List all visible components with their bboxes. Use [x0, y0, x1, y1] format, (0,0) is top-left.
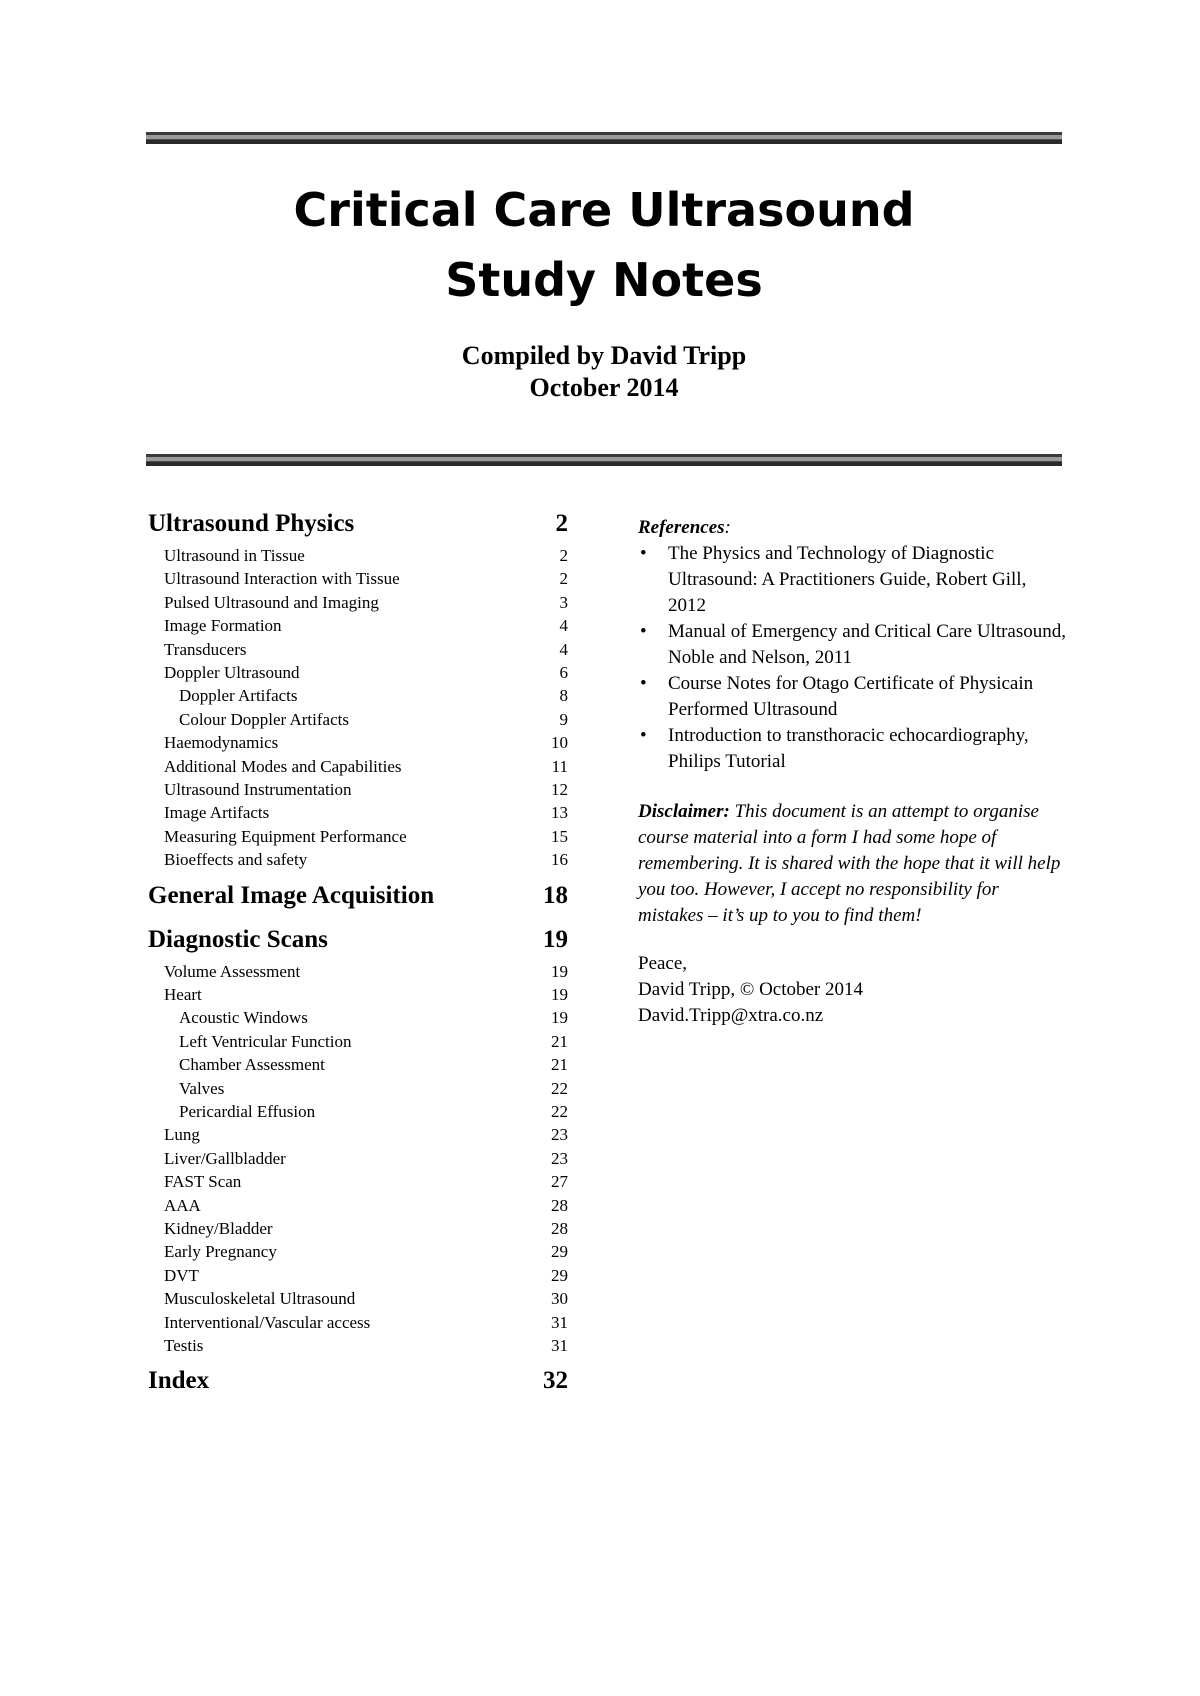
toc-label: Chamber Assessment: [179, 1055, 325, 1075]
toc-label: Ultrasound in Tissue: [164, 546, 305, 565]
toc-page-number: 2: [559, 569, 568, 589]
toc-entry[interactable]: [148, 983, 568, 1006]
toc-subentry[interactable]: [148, 1100, 568, 1123]
toc-entry[interactable]: [148, 1217, 568, 1240]
toc-label: Transducers: [164, 639, 247, 659]
toc-entry[interactable]: [148, 731, 568, 754]
date: October 2014: [529, 373, 679, 402]
toc-subentry[interactable]: [148, 1053, 568, 1076]
signoff-greeting: Peace,: [638, 953, 688, 974]
toc-page-number: 11: [551, 756, 568, 776]
toc-page-number: 8: [559, 686, 568, 706]
toc-page-number: 29: [551, 1265, 568, 1285]
toc-subentry[interactable]: [148, 1077, 568, 1100]
title-line-1: Critical Care Ultrasound: [293, 183, 915, 237]
toc-label: Diagnostic Scans: [148, 925, 328, 953]
title-line-2: Study Notes: [445, 253, 763, 307]
toc-label: Doppler Artifacts: [179, 686, 298, 706]
toc-page-number: 28: [551, 1219, 568, 1238]
bullet-icon: •: [640, 543, 647, 564]
toc-label: Musculoskeletal Ultrasound: [164, 1289, 356, 1309]
toc-label: Doppler Ultrasound: [164, 663, 300, 682]
toc-label: Index: [148, 1367, 210, 1395]
toc-entry[interactable]: [148, 1311, 568, 1334]
toc-entry[interactable]: [148, 567, 568, 590]
toc-page-number: 19: [543, 925, 568, 953]
signoff-email: David.Tripp@xtra.co.nz: [638, 1005, 824, 1026]
toc-page-number: 13: [551, 803, 568, 823]
toc-page-number: 29: [551, 1242, 568, 1262]
reference-text: Introduction to transthoracic echocardiography, Philips Tutorial: [668, 725, 1029, 772]
toc-page-number: 31: [551, 1336, 568, 1355]
top-rule: [146, 132, 1062, 144]
toc-page-number: 2: [555, 510, 568, 537]
disclaimer-text: This document is an attempt to organise course material into a form I had some hope of remembering. It is shared with the hope that it will help you too. However, I accept no responsibility for mistakes – it’s up to you to find them!: [638, 801, 1061, 926]
compiled-by: Compiled by David Tripp: [461, 341, 747, 370]
toc-entry[interactable]: [148, 1170, 568, 1193]
toc-subentry[interactable]: [148, 708, 568, 731]
toc-entry[interactable]: [148, 661, 568, 684]
bottom-rule: [146, 454, 1062, 466]
toc-label: Pericardial Effusion: [179, 1102, 316, 1121]
toc-page-number: 10: [551, 733, 568, 753]
reference-item: [638, 723, 1068, 775]
toc-entry[interactable]: [148, 1147, 568, 1170]
toc-page-number: 2: [559, 546, 568, 565]
references-list: [638, 541, 1068, 775]
reference-text: Course Notes for Otago Certificate of Physicain Performed Ultrasound: [668, 673, 1034, 720]
toc-entry[interactable]: [148, 848, 568, 871]
signoff-author: David Tripp, © October 2014: [638, 979, 864, 1000]
toc-heading[interactable]: [148, 880, 568, 912]
toc-entry[interactable]: [148, 1123, 568, 1146]
toc-label: Lung: [164, 1125, 200, 1145]
toc-page-number: 16: [551, 850, 568, 870]
toc-entry[interactable]: [148, 1264, 568, 1287]
disclaimer-lead: Disclaimer:: [638, 801, 730, 822]
toc-page-number: 3: [559, 592, 568, 612]
toc-entry[interactable]: [148, 1334, 568, 1357]
toc-page-number: 4: [559, 616, 568, 636]
toc-page-number: 9: [559, 709, 568, 729]
disclaimer: [638, 799, 1068, 929]
toc-label: Testis: [164, 1336, 204, 1355]
toc-entry[interactable]: [148, 755, 568, 778]
reference-text: Manual of Emergency and Critical Care Ultrasound, Noble and Nelson, 2011: [668, 621, 1066, 668]
toc-label: Ultrasound Physics: [148, 510, 355, 537]
toc-page-number: 27: [551, 1172, 568, 1192]
reference-item: [638, 619, 1068, 671]
toc-entry[interactable]: [148, 638, 568, 661]
toc-page-number: 32: [543, 1367, 568, 1395]
toc-label: Acoustic Windows: [179, 1008, 308, 1028]
toc-label: Image Formation: [164, 616, 282, 636]
toc-heading[interactable]: [148, 924, 568, 956]
reference-item: [638, 541, 1068, 619]
toc-subentry[interactable]: [148, 684, 568, 707]
toc-label: Heart: [164, 985, 202, 1004]
toc-page-number: 19: [551, 985, 568, 1004]
toc-label: Left Ventricular Function: [179, 1031, 352, 1051]
toc-page-number: 4: [559, 639, 568, 659]
toc-page-number: 19: [551, 1008, 568, 1028]
toc-page-number: 21: [551, 1055, 568, 1075]
toc-page-number: 15: [551, 826, 568, 846]
toc-page-number: 12: [551, 780, 568, 799]
toc-label: Measuring Equipment Performance: [164, 826, 407, 846]
toc-page-number: 31: [551, 1312, 568, 1332]
toc-page-number: 18: [543, 881, 568, 909]
toc-entry[interactable]: [148, 1287, 568, 1310]
toc-label: Liver/Gallbladder: [164, 1148, 286, 1168]
toc-subentry[interactable]: [148, 1006, 568, 1029]
toc-label: Pulsed Ultrasound and Imaging: [164, 592, 379, 612]
toc-label: Haemodynamics: [164, 733, 279, 753]
toc-label: AAA: [164, 1195, 201, 1215]
toc-page-number: 22: [551, 1078, 568, 1098]
toc-label: Interventional/Vascular access: [164, 1312, 371, 1332]
toc-entry[interactable]: [148, 801, 568, 824]
toc-page-number: 21: [551, 1031, 568, 1051]
toc-page-number: 6: [559, 663, 568, 682]
toc-label: Ultrasound Interaction with Tissue: [164, 569, 400, 589]
toc-label: Colour Doppler Artifacts: [179, 709, 349, 729]
toc-entry[interactable]: [148, 825, 568, 848]
toc-heading[interactable]: [148, 1365, 568, 1397]
bullet-icon: •: [640, 673, 647, 694]
toc-page-number: 30: [551, 1289, 568, 1309]
bullet-icon: •: [640, 621, 647, 642]
toc-label: Kidney/Bladder: [164, 1219, 273, 1238]
signoff: [638, 951, 1068, 1029]
toc-entry[interactable]: [148, 960, 568, 983]
toc-label: General Image Acquisition: [148, 881, 435, 909]
toc-label: Early Pregnancy: [164, 1242, 277, 1262]
toc-label: Ultrasound Instrumentation: [164, 780, 352, 799]
toc-entry[interactable]: [148, 778, 568, 801]
toc-page-number: 23: [551, 1148, 568, 1168]
bullet-icon: •: [640, 725, 647, 746]
toc-label: FAST Scan: [164, 1172, 242, 1192]
toc-entry[interactable]: [148, 591, 568, 614]
toc-page-number: 19: [551, 961, 568, 981]
reference-text: The Physics and Technology of Diagnostic Ultrasound: A Practitioners Guide, Robert Gill, 2012: [668, 543, 1027, 616]
toc-page-number: 28: [551, 1195, 568, 1215]
toc-label: Volume Assessment: [164, 961, 301, 981]
toc-entry[interactable]: [148, 1194, 568, 1217]
toc-label: Additional Modes and Capabilities: [164, 756, 402, 776]
toc-entry[interactable]: [148, 1240, 568, 1263]
toc-entry[interactable]: [148, 544, 568, 567]
toc-page-number: 22: [551, 1102, 568, 1121]
toc-label: DVT: [164, 1265, 199, 1285]
toc-label: Bioeffects and safety: [164, 850, 308, 870]
reference-item: [638, 671, 1068, 723]
toc-page-number: 23: [551, 1125, 568, 1145]
references-heading-text: References: [638, 517, 725, 538]
toc-entry[interactable]: [148, 614, 568, 637]
notes-column: [638, 515, 1068, 1029]
references-heading-colon: :: [724, 517, 731, 538]
toc-subentry[interactable]: [148, 1030, 568, 1053]
toc-heading[interactable]: [148, 508, 568, 540]
references-heading: [638, 515, 1068, 541]
toc-label: Image Artifacts: [164, 803, 270, 823]
toc-label: Valves: [179, 1078, 225, 1098]
